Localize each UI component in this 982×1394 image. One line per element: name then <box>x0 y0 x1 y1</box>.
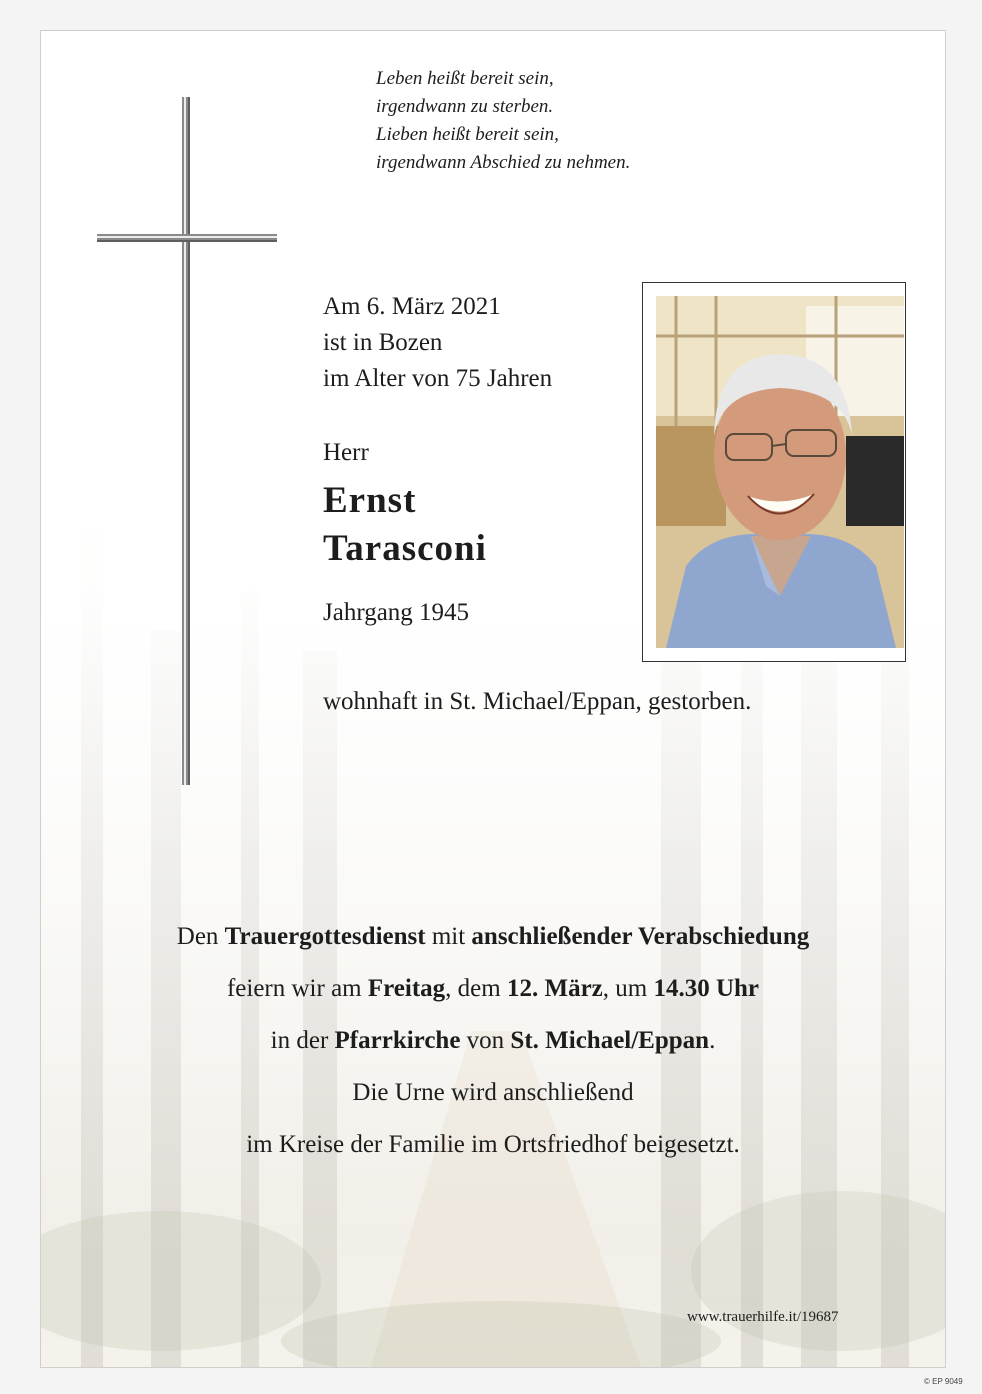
service-text-bold: anschließender Verabschiedung <box>471 923 810 950</box>
residence-line: wohnhaft in St. Michael/Eppan, gestorben. <box>323 688 752 715</box>
website-link[interactable]: www.trauerhilfe.it/19687 <box>687 1309 839 1325</box>
cross-horizontal-bar <box>97 234 277 242</box>
salutation: Herr <box>323 439 369 466</box>
service-line-3 <box>41 1015 945 1067</box>
cross-vertical-bar <box>182 97 190 785</box>
obituary-card <box>40 30 946 1368</box>
quote-line: irgendwann zu sterben. <box>376 96 554 117</box>
service-place: St. Michael/Eppan <box>510 1027 710 1054</box>
portrait-photo <box>656 296 904 648</box>
service-text: , dem <box>445 975 507 1002</box>
service-time: 14.30 Uhr <box>653 975 760 1002</box>
service-text: mit <box>425 923 472 950</box>
service-text: in der <box>270 1027 335 1054</box>
quote-line: Lieben heißt bereit sein, <box>376 124 559 145</box>
product-code: © EP 9049 <box>924 1377 963 1386</box>
service-line-2 <box>41 963 945 1015</box>
service-line-5: im Kreise der Familie im Ortsfriedhof beigesetzt. <box>246 1131 740 1158</box>
service-line-1 <box>41 911 945 963</box>
last-name: Tarasconi <box>323 528 487 569</box>
deceased-name <box>323 477 487 573</box>
intro-line: im Alter von 75 Jahren <box>323 365 553 392</box>
quote-line: Leben heißt bereit sein, <box>376 68 554 89</box>
first-name: Ernst <box>323 480 417 521</box>
intro-line: ist in Bozen <box>323 329 443 356</box>
death-announcement-intro <box>323 289 552 397</box>
birth-year: Jahrgang 1945 <box>323 599 470 626</box>
service-day: Freitag <box>367 975 446 1002</box>
service-line-4: Die Urne wird anschließend <box>352 1079 634 1106</box>
quote-line: irgendwann Abschied zu nehmen. <box>376 152 631 173</box>
service-text: . <box>709 1027 716 1054</box>
funeral-service-details <box>41 911 945 1171</box>
service-text: Den <box>176 923 225 950</box>
service-text: feiern wir am <box>226 975 368 1002</box>
intro-line: Am 6. März 2021 <box>323 293 501 320</box>
service-date: 12. März <box>506 975 603 1002</box>
service-text: von <box>460 1027 511 1054</box>
service-text: , um <box>602 975 654 1002</box>
service-church: Pfarrkirche <box>334 1027 461 1054</box>
service-text-bold: Trauergottesdienst <box>224 923 426 950</box>
portrait-frame <box>642 282 906 662</box>
quote <box>376 65 630 177</box>
